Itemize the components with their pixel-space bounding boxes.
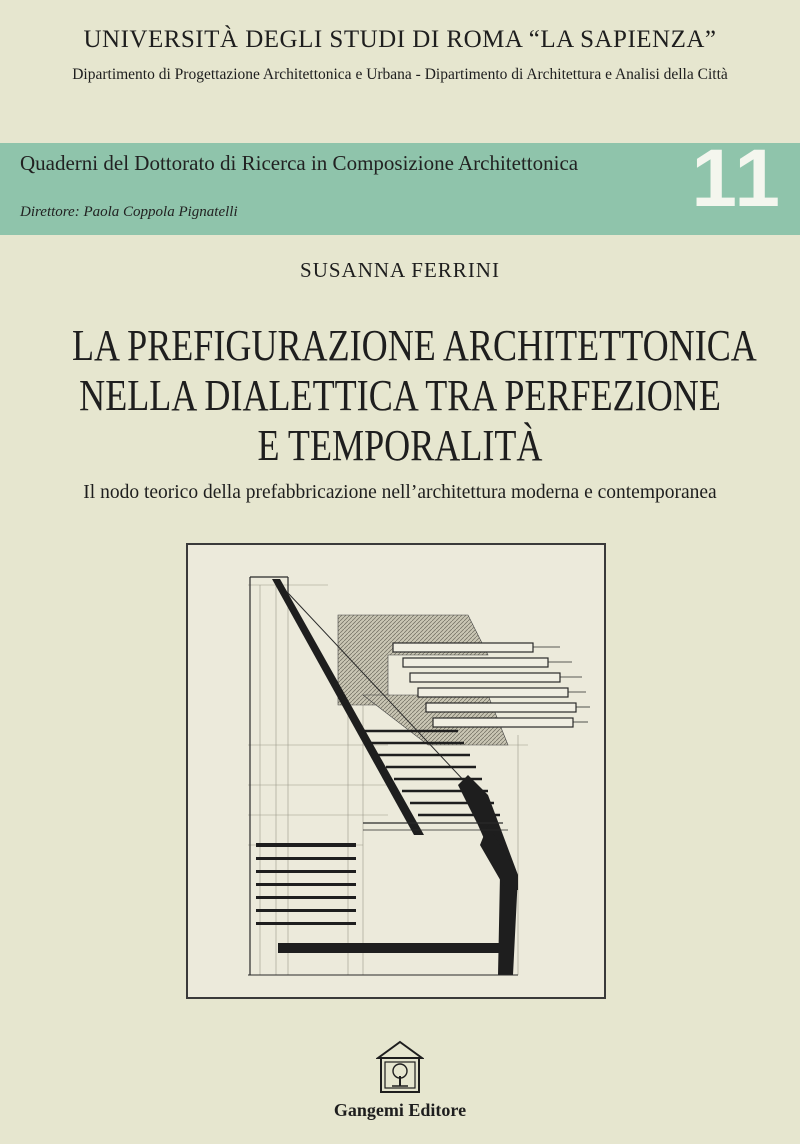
publisher-logo xyxy=(376,1040,424,1101)
title-line-2: NELLA DIALETTICA TRA PERFEZIONE xyxy=(79,371,721,420)
volume-number: 11 xyxy=(691,133,782,224)
temple-logo-icon xyxy=(376,1040,424,1096)
title-line-3: E TEMPORALITÀ xyxy=(257,421,543,470)
series-director: Direttore: Paola Coppola Pignatelli xyxy=(20,204,238,220)
architectural-section-drawing xyxy=(188,545,604,997)
book-subtitle: Il nodo teorico della prefabbricazione nell’architettura moderna e contemporanea xyxy=(83,482,717,503)
title-line-1: LA PREFIGURAZIONE ARCHITETTONICA xyxy=(72,321,757,370)
cover-illustration xyxy=(186,543,606,999)
publisher-name: Gangemi Editore xyxy=(333,1100,467,1120)
author-name: SUSANNA FERRINI xyxy=(300,258,500,282)
departments-line: Dipartimento di Progettazione Architettonica e Urbana - Dipartimento di Architettura e Analisi della Città xyxy=(72,66,728,83)
university-name: UNIVERSITÀ DEGLI STUDI DI ROMA “LA SAPIENZA” xyxy=(83,26,717,53)
series-name: Quaderni del Dottorato di Ricerca in Composizione Architettonica xyxy=(20,151,579,175)
